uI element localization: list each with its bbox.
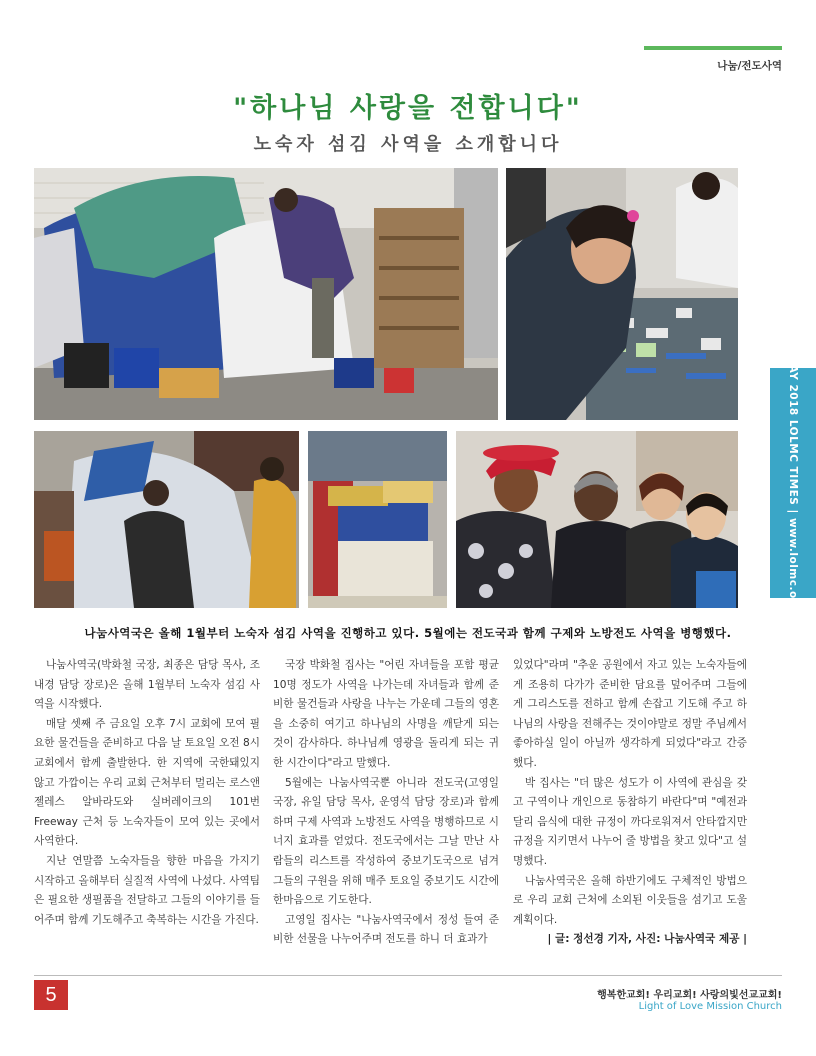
paragraph: 매달 셋째 주 금요일 오후 7시 교회에 모여 필요한 물건들을 준비하고 다음 날 토요일 오전 8시 교회에서 함께 출발한다. 한 지역에 국한돼있지 않고 가깝이는 우리 교회 근처부터 멀리는 로스앤젤레스 알바라도와 실버레이크의 101번 Freeway 근처 등 노숙자들이 모여 있는 곳에서 사역한다. — [34, 717, 260, 848]
footer-church-name: Light of Love Mission Church — [638, 1001, 782, 1012]
article-column-2 — [273, 656, 499, 950]
photo-girl-packing — [506, 168, 738, 420]
page-title: "하나님 사랑을 전합니다" — [233, 93, 583, 124]
paragraph: 국장 박화철 집사는 "어린 자녀들을 포함 평균 10명 정도가 사역을 나가는데 자녀들과 함께 준비한 물건들과 사랑을 나누는 가운데 그들의 영혼을 소중히 여기고 하나님의 사명을 깨닫게 되는 것이 감사하다. 하나님께 영광을 돌리게 되는 귀한 시간이다"라고 말했다. — [273, 659, 499, 769]
footer-divider — [34, 975, 782, 976]
paragraph: 있었다"라며 "추운 공원에서 자고 있는 노숙자들에게 조용히 다가가 준비한 담요를 덮어주며 그들에게 그리스도를 전하고 함께 손잡고 기도해 주고 하나님의 사랑을 전해주는 것이야말로 정말 주님께서 좋아하실 일이 아닐까 생각하게 되었다"라고 간증했다. — [513, 659, 747, 769]
page-number: 5 — [34, 980, 68, 1010]
paragraph: 나눔사역국은 올해 하반기에도 구체적인 방법으로 우리 교회 근처에 소외된 이웃들을 섬기고 도울 계획이다. — [513, 874, 747, 926]
article-column-1 — [34, 656, 260, 930]
article-column-3 — [513, 656, 747, 950]
photo-credit: | 글: 정선경 기자, 사진: 나눔사역국 제공 | — [547, 933, 747, 946]
photo-care-bag — [308, 431, 447, 608]
photo-homeless-tent — [34, 168, 498, 420]
footer-slogan: 행복한교회! 우리교회! 사랑의빛선교교회! — [597, 990, 782, 1001]
paragraph: 5월에는 나눔사역국뿐 아니라 전도국(고영일 국장, 유일 담당 목사, 운영석 담당 장로)과 함께하며 구제 사역과 노방전도 사역을 병행하므로 시너지 효과를 얻었다. 전도국에서는 그날 만난 사람들의 리스트를 작성하여 중보기도국으로 넘겨 그들의 구원을 위해 매주 토요일 중보기도 시간에 한마음으로 기도한다. — [273, 776, 499, 907]
section-accent-bar — [644, 46, 782, 50]
paragraph: 박 집사는 "더 많은 성도가 이 사역에 관심을 갖고 구역이나 개인으로 동참하기 바란다"며 "예전과 달리 음식에 대한 규정이 까다로워져서 안타깝지만 규정을 지키면서 나누어 줄 방법을 찾고 있다"고 설명했다. — [513, 776, 747, 867]
issue-side-tab — [770, 353, 816, 613]
side-tab-text: MAY 2018 LOLMC TIMES | www.lolmc.org — [787, 353, 799, 613]
paragraph: 나눔사역국(박화철 국장, 최종은 담당 목사, 조내경 담당 장로)은 올해 1월부터 노숙자 섬김 사역을 시작했다. — [34, 659, 260, 711]
photo-prayer-group — [456, 431, 738, 608]
section-label: 나눔/전도사역 — [717, 60, 782, 72]
photo-caption: 나눔사역국은 올해 1월부터 노숙자 섬김 사역을 진행하고 있다. 5월에는 전도국과 함께 구제와 노방전도 사역을 병행했다. — [84, 626, 732, 640]
paragraph: 고영일 집사는 "나눔사역국에서 정성 들여 준비한 선물을 나누어주며 전도를 하니 더 효과가 — [273, 913, 499, 946]
photo-man-at-tent — [34, 431, 299, 608]
paragraph: 지난 연말쯤 노숙자들을 향한 마음을 가지기 시작하고 올해부터 실질적 사역에 나섰다. 사역팀은 필요한 생필품을 전달하고 그들의 이야기를 들어주며 함께 기도해주고 축복하는 시간을 가진다. — [34, 854, 260, 926]
page-subtitle: 노숙자 섬김 사역을 소개합니다 — [253, 134, 563, 155]
